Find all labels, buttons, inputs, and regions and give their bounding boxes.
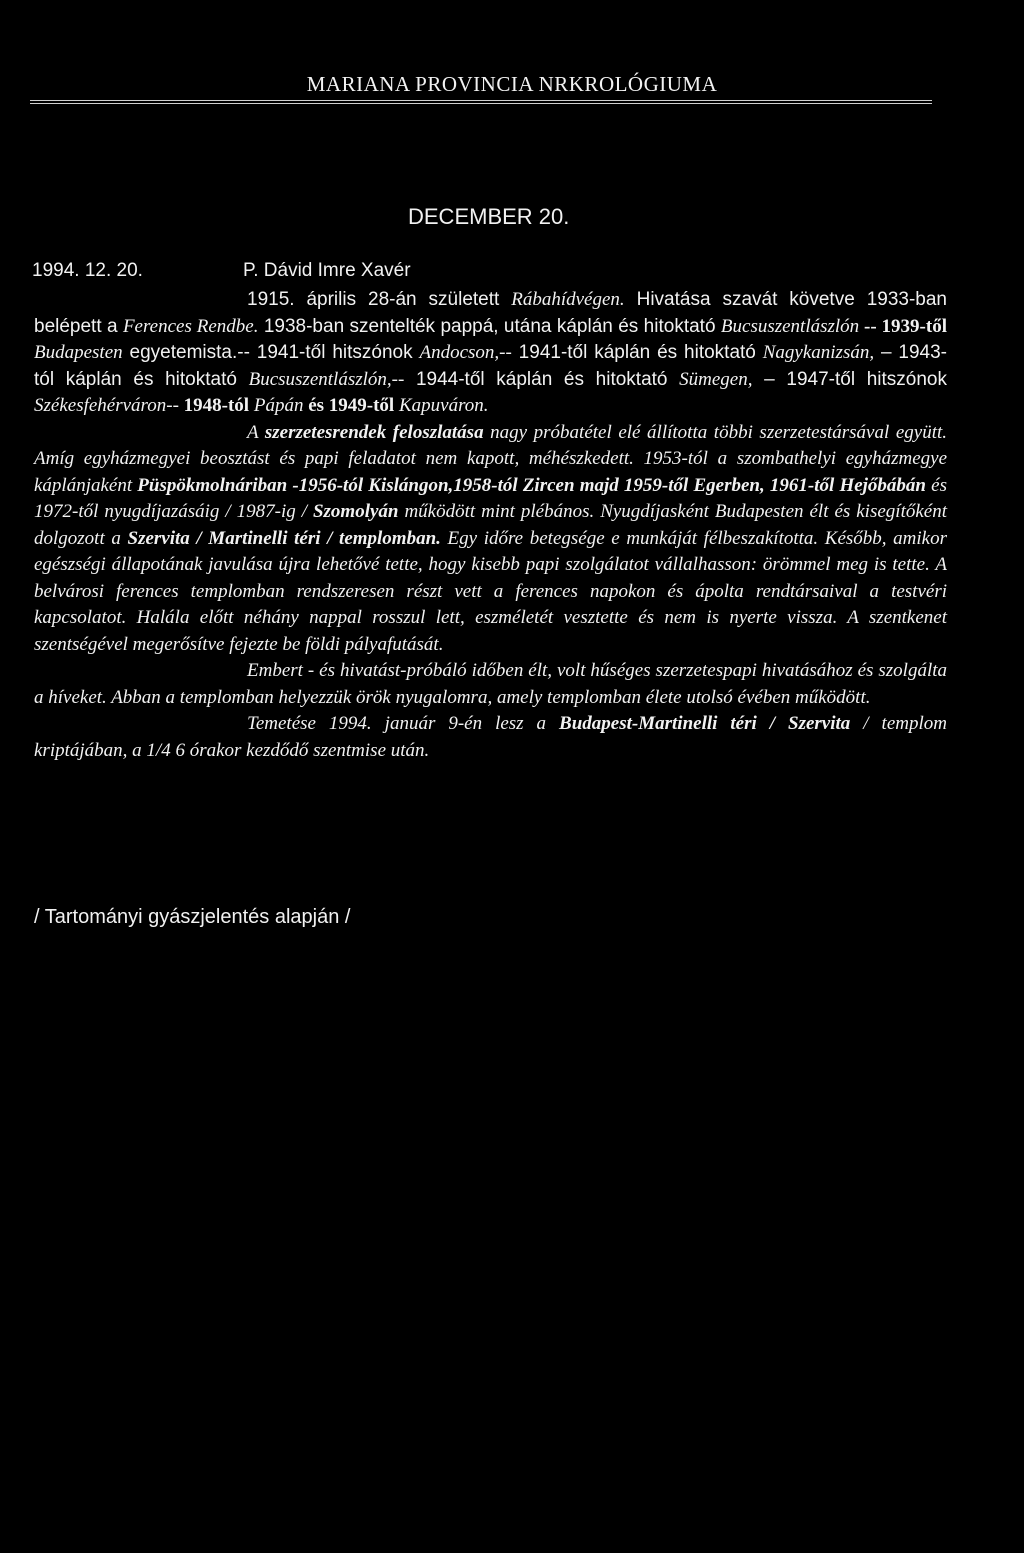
obituary-body: [34, 287, 947, 764]
paragraph-dissolution: A szerzetesrendek feloszlatása nagy próbatétel elé állította többi szerzetestársával együtt. Amíg egyházmegyei beosztást és papi feladatot nem kapott, méhészkedett. 1953-tól a szombathelyi egyházmegye káplánjaként Püspökmolnáriban -1956-tól Kislángon,1958-tól Zircen majd 1959-től Egerben, 1961-től Hejőbábán és 1972-től nyugdíjazásáig / 1987-ig / Szomolyán működött mint plébános. Nyugdíjasként Budapesten élt és kisegítőként dolgozott a Szervita / Martinelli téri / templomban. Egy időre betegsége e munkáját félbeszakította. Később, amikor egészségi állapotának javulása újra lehetővé tette, hogy kisebb papi szolgálatot vállalhasson: örömmel meg is tette. A belvárosi ferences templomban rendszeresen részt vett a ferences napokon és ápolta rendtársaival a testvéri kapcsolatot. Halála előtt néhány nappal rosszul lett, eszméletét vesztette és nem is nyerte vissza. A szentkenet szentségével megerősítve fejezte be földi pályafutását.: [34, 421, 948, 655]
running-head: MARIANA PROVINCIA NRKROLÓGIUMA: [306, 72, 718, 96]
paragraph-tribute: Embert - és hivatást-próbáló időben élt, volt hűséges szerzetespapi hivatásához és szolgálta a híveket. Abban a templomban helyezzük örök nyugalomra, amely templomban élete utolsó évében működött.: [34, 660, 947, 708]
date-heading: DECEMBER 20.: [408, 204, 570, 229]
header-rule: [30, 100, 932, 104]
paragraph-funeral: Temetése 1994. január 9-én lesz a Budapest-Martinelli téri / Szervita / templom kriptájában, a 1/4 6 órakor kezdődő szentmise után.: [34, 713, 947, 761]
source-note: / Tartományi gyászjelentés alapján /: [34, 906, 351, 928]
paragraph-biography: 1915. április 28-án született Rábahídvégen. Hivatása szavát követve 1933-ban belépett a Ferences Rendbe. 1938-ban szentelték pappá, utána káplán és hitoktató Bucsuszentlászlón -- 1939-től Budapesten egyetemista.-- 1941-től hitszónok Andocson,-- 1941-től káplán és hitoktató Nagykanizsán, – 1943-tól káplán és hitoktató Bucsuszentlászlón,-- 1944-től káplán és hitoktató Sümegen, – 1947-től hitszónok Székesfehérváron-- 1948-tól Pápán és 1949-től Kapuváron.: [34, 289, 948, 416]
entry-date: 1994. 12. 20.: [32, 260, 143, 281]
entry-name: P. Dávid Imre Xavér: [243, 260, 411, 281]
